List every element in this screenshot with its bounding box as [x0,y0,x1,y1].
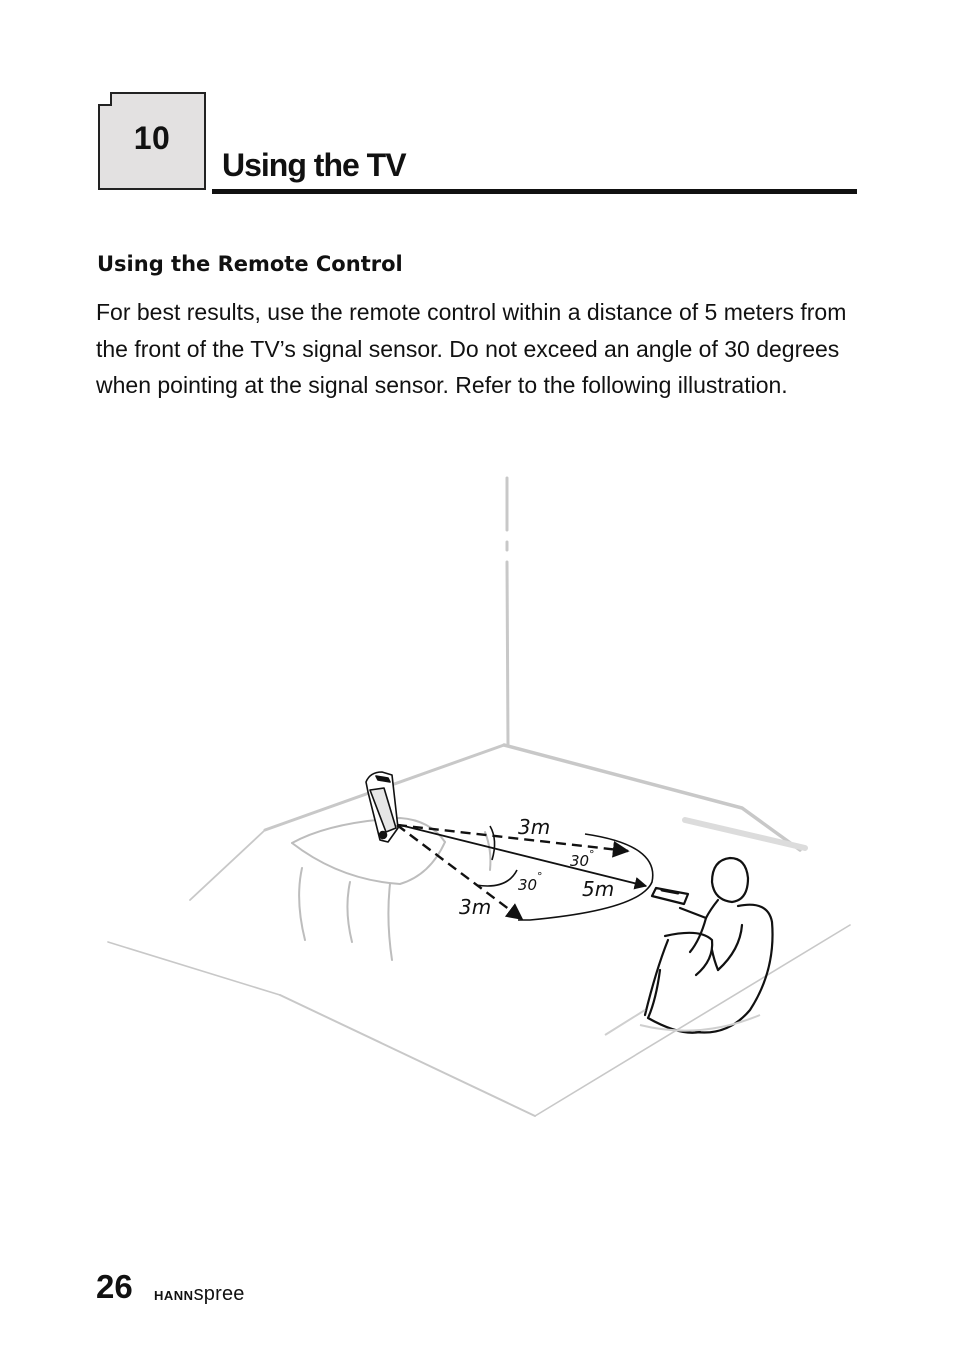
floor-edge-bottom-right [535,925,850,1116]
armchair-arm [665,933,712,975]
armchair-front-edge [645,940,668,1015]
remote-range-illustration [100,470,860,1160]
label-lower-angle: 30 [518,876,538,894]
label-upper-angle: 30 [570,852,590,870]
chapter-title: Using the TV [222,147,406,183]
tv-icon [366,772,398,842]
chapter-number-box [98,92,206,190]
table-back-leg [485,832,490,870]
section-heading: Using the Remote Control [97,252,403,276]
label-upper-3m: 3m [518,815,551,839]
floor-edge-left-lower [108,942,280,995]
person-in-armchair [645,858,773,1033]
page-number: 26 [96,1268,133,1305]
angle-arcs [476,826,653,920]
table-leg-right [388,884,392,960]
chapter-box-notch [98,92,112,106]
diagram-labels [459,815,614,919]
floor-edge-left-upper [190,830,265,900]
upper-degree-mark: ° [589,848,595,861]
lower-angle-arc [476,870,517,886]
wall-corner-line [507,478,508,745]
tv-sensor [380,832,387,839]
brand-logo-light: spree [193,1283,245,1305]
brand-logo-bold: HANN [154,1288,194,1303]
floor-edge-bottom-left [280,995,535,1116]
armchair-shadow [605,1010,760,1035]
body-paragraph: For best results, use the remote control within a distance of 5 meters from the front of the TV’s signal sensor. Do not exceed an angle of 30 degrees when pointing at the signal sensor. Refer to the following illustration. [96,299,847,398]
title-underline [212,189,857,194]
table-leg-left [299,868,305,940]
label-center-5m: 5m [582,877,615,901]
person-head [712,858,748,902]
brand-logo [154,1283,245,1306]
person-knee [712,950,718,970]
table-leg-mid [347,882,352,942]
armchair-base [648,970,700,1033]
armchair-back [696,905,773,1033]
armchair-inner-edge [718,925,742,970]
label-lower-3m: 3m [459,895,492,919]
wall-shadow-right [685,820,805,848]
lower-degree-mark: ° [537,870,543,883]
chapter-number: 10 [133,120,171,156]
table-top-front [292,842,445,884]
